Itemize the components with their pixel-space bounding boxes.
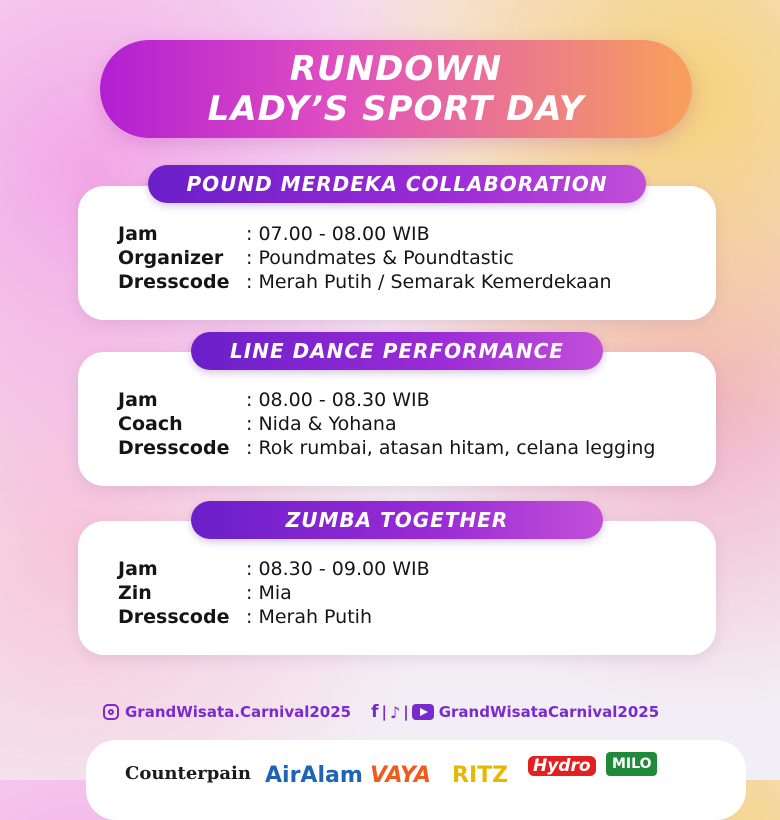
separator: |: [403, 703, 409, 721]
title-banner: [100, 40, 692, 138]
info-row: [118, 246, 514, 270]
sponsor-logo-hydro: Hydro: [528, 756, 596, 776]
instagram-handle[interactable]: GrandWisata.Carnival2025: [125, 703, 352, 721]
youtube-icon[interactable]: [412, 704, 434, 720]
section-heading-zumba: ZUMBA TOGETHER: [191, 501, 603, 539]
row-label: Dresscode: [118, 271, 230, 293]
row-label: Organizer: [118, 247, 224, 269]
social-links: [103, 700, 692, 724]
separator: |: [381, 703, 388, 721]
sponsor-logo-counterpain: Counterpain: [125, 763, 251, 784]
info-row: [118, 222, 430, 246]
info-row: [118, 436, 656, 460]
row-value: : Merah Putih: [246, 606, 372, 628]
info-row: [118, 557, 430, 581]
info-row: [118, 412, 397, 436]
row-value: : Poundmates & Poundtastic: [246, 247, 514, 269]
row-value: : 08.30 - 09.00 WIB: [246, 558, 430, 580]
tiktok-icon[interactable]: ♪: [390, 702, 401, 722]
sponsor-logo-ritz: RITZ: [452, 763, 509, 788]
row-label: Coach: [118, 413, 183, 435]
facebook-icon[interactable]: f: [371, 702, 379, 722]
row-value: : Nida & Yohana: [246, 413, 397, 435]
row-value: : 08.00 - 08.30 WIB: [246, 389, 430, 411]
row-label: Dresscode: [118, 606, 230, 628]
row-value: : Merah Putih / Semarak Kemerdekaan: [246, 271, 612, 293]
row-value: : Mia: [246, 582, 292, 604]
sponsor-logo-milo: MILO: [606, 752, 657, 776]
row-label: Jam: [118, 558, 158, 580]
info-row: [118, 388, 430, 412]
social-icons: [371, 702, 439, 722]
row-label: Jam: [118, 389, 158, 411]
youtube-handle[interactable]: GrandWisataCarnival2025: [438, 703, 660, 721]
title-line-2: LADY’S SPORT DAY: [207, 89, 585, 129]
info-row: [118, 270, 612, 294]
row-label: Jam: [118, 223, 158, 245]
sponsor-logo-vaya: VAYA: [370, 763, 431, 788]
section-heading-pound: POUND MERDEKA COLLABORATION: [148, 165, 646, 203]
row-label: Zin: [118, 582, 152, 604]
section-heading-line-dance: LINE DANCE PERFORMANCE: [191, 332, 603, 370]
row-value: : 07.00 - 08.00 WIB: [246, 223, 430, 245]
instagram-icon[interactable]: [103, 704, 119, 720]
row-label: Dresscode: [118, 437, 230, 459]
row-value: : Rok rumbai, atasan hitam, celana legging: [246, 437, 656, 459]
info-row: [118, 605, 372, 629]
title-line-1: RUNDOWN: [289, 49, 503, 89]
info-row: [118, 581, 292, 605]
sponsor-logo-airalam: AirAlam: [265, 763, 363, 788]
